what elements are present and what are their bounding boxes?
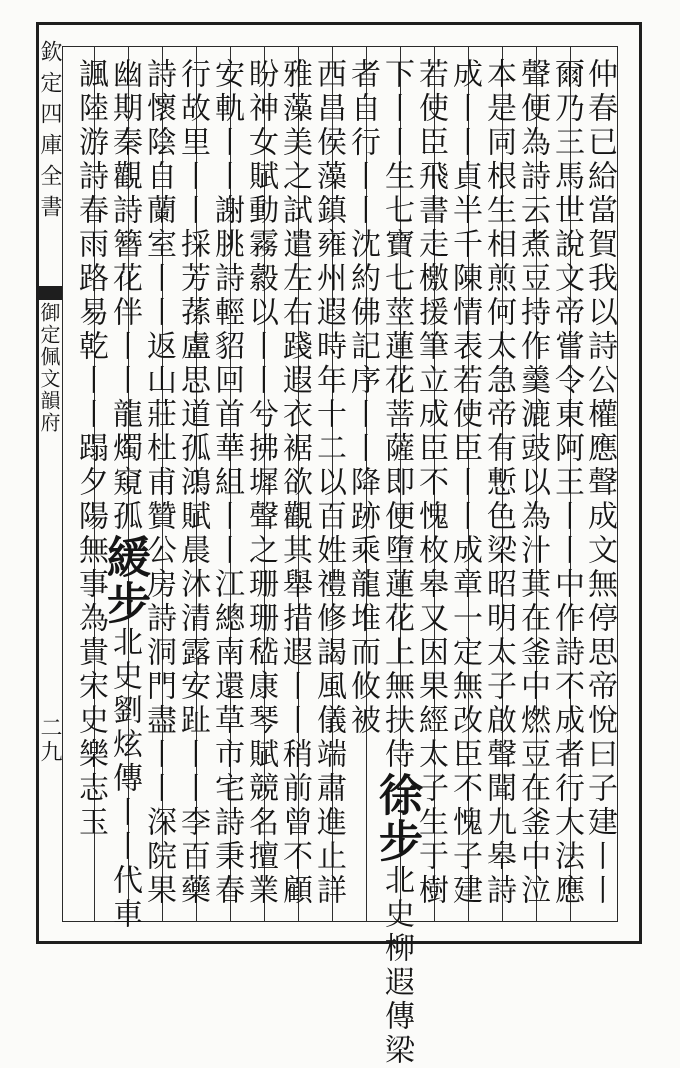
book-title: 御定佩文韻府	[37, 302, 61, 434]
column-text: 諷陸游詩春雨路易乾丨丨蹋夕陽	[73, 58, 108, 534]
column-text: 若使臣飛書走檄援筆立成臣不愧枚皋又因果經太子生于樹	[413, 58, 448, 908]
column-text: 雅藻美之試遣左右踐遐衣裾欲觀其舉措遐丨丨稍前曾不顧	[277, 58, 312, 908]
column-text: 者自行丨丨沈約佛記序丨丨降跡乘龍堆而攸被	[345, 58, 380, 738]
margin-divider	[62, 286, 63, 922]
folio-number: 二九	[37, 716, 62, 764]
column-text: 成丨丨貞半千陳情表若使臣丨丨成章一定無改臣不愧子建	[447, 58, 482, 908]
column-text: 下丨丨生七寶七莖蓮花菩薩即便墮蓮花上無扶侍	[379, 58, 414, 772]
column-text: 北史柳遐傳梁	[379, 864, 414, 1068]
headword: 緩步	[99, 534, 150, 626]
column-text: 安軌丨丨謝朓詩輕貂回首華組丨丨江總南還草市宅詩秉春	[209, 58, 244, 908]
column-text: 盼神女賦動霧縠以丨丨兮拂墀聲之珊珊嵇康琴賦競名擅業	[243, 58, 278, 908]
column-text: 聲便為詩云煮豆持作羹漉豉以為汁萁在釜中燃豆在釜中泣	[515, 58, 550, 908]
column-text: 仲春已給當賀我以詩公權應聲成文無停思帝悅曰子建丨丨	[582, 58, 617, 908]
title-band	[36, 286, 62, 300]
column-text: 無事為貴宋史樂志玉	[73, 534, 108, 840]
column-text: 北史劉炫傳丨丨代車	[107, 626, 142, 932]
text-column	[67, 58, 113, 916]
column-text: 幽期秦觀詩簪花伴丨丨龍燭窺孤	[107, 58, 142, 534]
headword: 徐步	[371, 772, 422, 864]
running-title: 欽定四庫全書	[37, 40, 62, 226]
column-text: 本是同根生相煎何太急帝有慙色梁昭明太子啟聲聞九皋詩	[481, 58, 516, 908]
column-text: 行故里丨丨採芳蓀盧思道孤鴻賦晨沐清露安趾丨丨李百藥	[175, 58, 210, 908]
column-text: 西昌侯藻鎮雍州遐時年十二以百姓禮修謁風儀端肅進止詳	[311, 58, 346, 908]
column-text: 爾乃三馬世說文帝嘗令東阿王丨丨中作詩不成者行大法應	[549, 58, 584, 908]
column-text: 詩懷陰自蘭室丨丨返山莊杜甫贊公房詩洞門盡丨丨深院果	[141, 58, 176, 908]
